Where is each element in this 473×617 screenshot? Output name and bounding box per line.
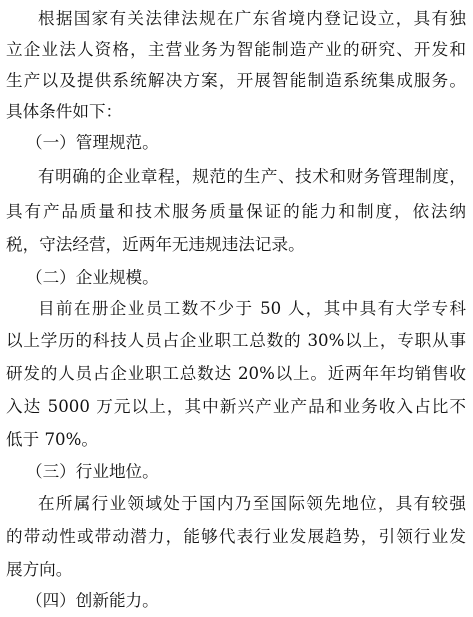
paragraph-3-line-1: 目前在册企业员工数不少于 50 人，其中具有大学专科 [38, 299, 466, 318]
section-heading-3: （三）行业地位。 [26, 462, 159, 481]
section-heading-1: （一）管理规范。 [26, 133, 159, 152]
paragraph-3-line-2: 以上学历的科技人员占企业职工总数的 30%以上，专职从事 [6, 331, 466, 350]
paragraph-4-line-2: 的带动性或带动潜力，能够代表行业发展趋势，引领行业发 [6, 527, 466, 546]
paragraph-1-line-4: 具体条件如下： [6, 102, 123, 121]
paragraph-3-line-3: 研发的人员占企业职工总数达 20%以上。近两年年均销售收 [6, 364, 466, 383]
paragraph-2-line-2: 具有产品质量和技术服务质量保证的能力和制度，依法纳 [6, 202, 466, 221]
paragraph-2-line-3: 税，守法经营，近两年无违规违法记录。 [6, 235, 305, 254]
paragraph-3-line-4: 入达 5000 万元以上，其中新兴产业产品和业务收入占比不 [6, 397, 466, 416]
paragraph-4-line-1: 在所属行业领域处于国内乃至国际领先地位，具有较强 [38, 494, 466, 513]
paragraph-3-line-5: 低于 70%。 [6, 430, 98, 449]
paragraph-2-line-1: 有明确的企业章程，规范的生产、技术和财务管理制度， [38, 167, 466, 186]
paragraph-4-line-3: 展方向。 [6, 560, 73, 579]
section-heading-2: （二）企业规模。 [26, 268, 159, 287]
section-heading-4: （四）创新能力。 [26, 591, 159, 610]
paragraph-1-line-3: 生产以及提供系统解决方案，开展智能制造系统集成服务。 [6, 71, 466, 90]
paragraph-1-line-1: 根据国家有关法律法规在广东省境内登记设立，具有独 [38, 9, 466, 28]
paragraph-1-line-2: 立企业法人资格，主营业务为智能制造产业的研究、开发和 [6, 40, 466, 59]
